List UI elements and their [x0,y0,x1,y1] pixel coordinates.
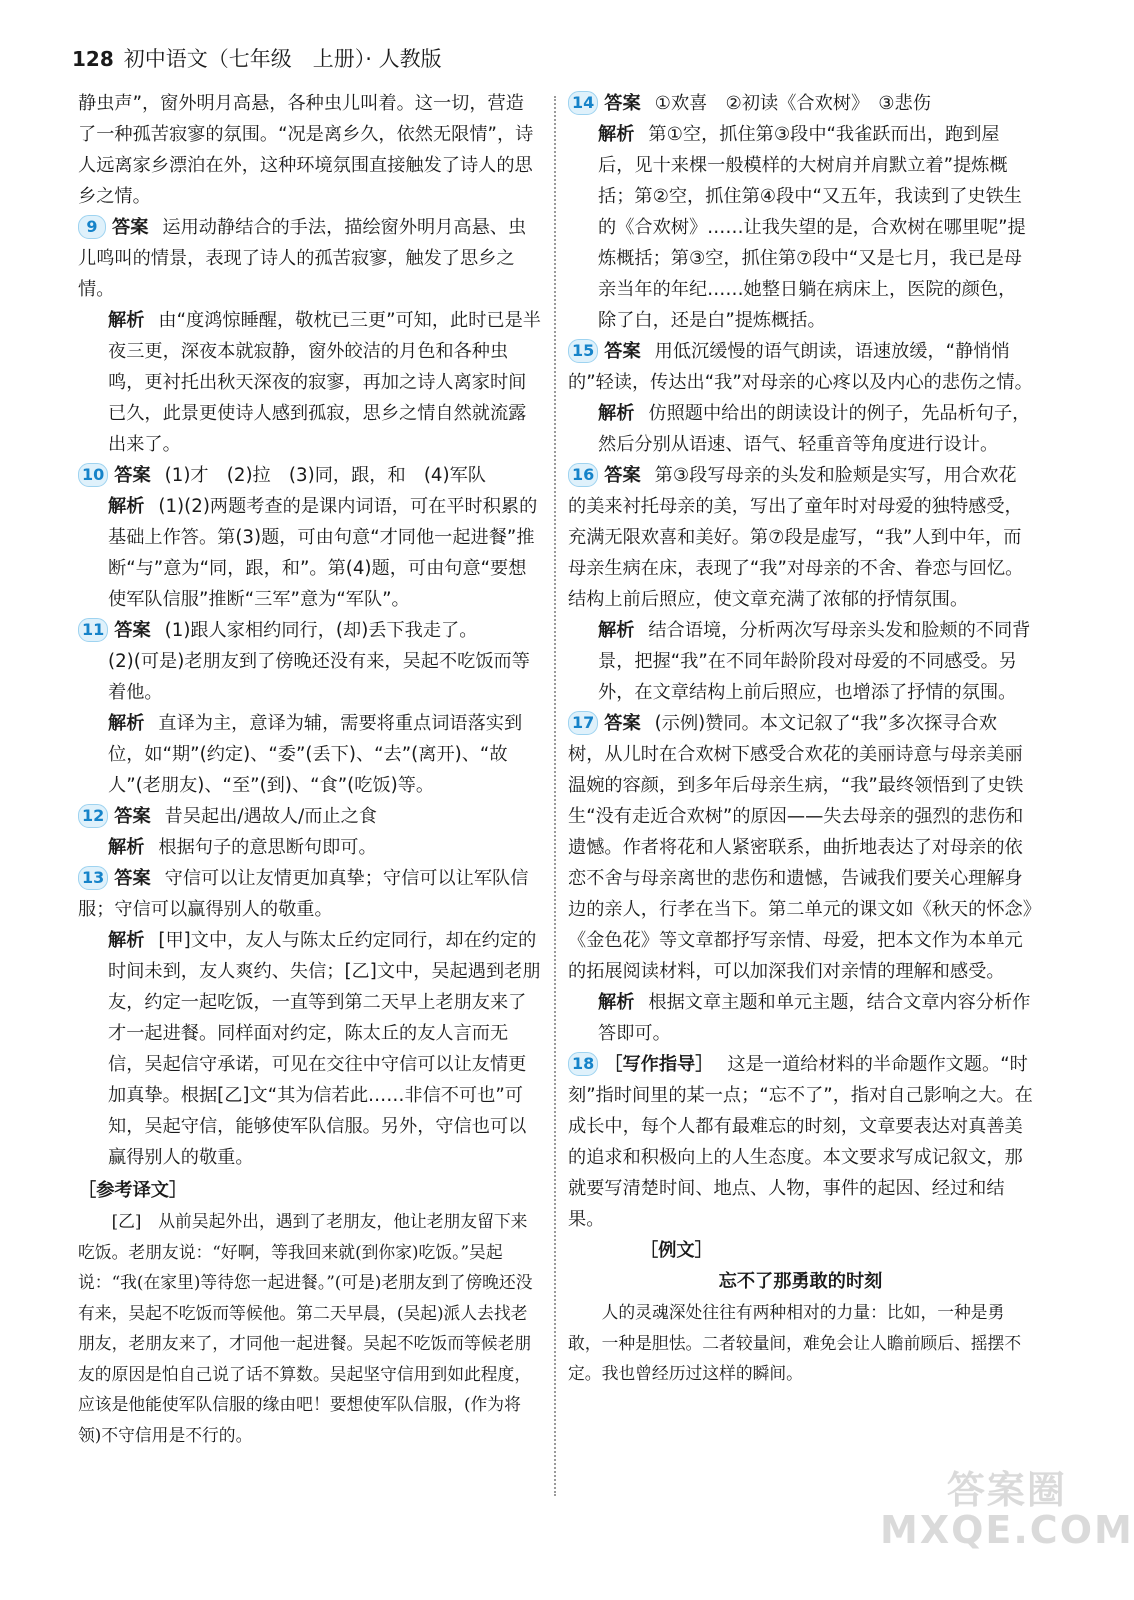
analysis-text: 由“度鸿惊睡醒，敬枕已三更”可知，此时已是半夜三更，深夜本就寂静，窗外皎洁的月色和各种虫鸣，更衬托出秋天深夜的寂寥，再加之诗人离家时间已久，此景更使诗人感到孤寂，思乡之情自然就流露出来了。 [108,310,541,455]
answer-text: 昔吴起出/遇故人/而止之食 [164,806,377,827]
question-11 [78,615,542,801]
answer-text-2: (2)(可是)老朋友到了傍晚还没有来，吴起不吃饭而等着他。 [108,651,530,703]
answer-text: 第③段写母亲的头发和脸颊是实写，用合欢花的美来衬托母亲的美，写出了童年时对母爱的独特感受，充满无限欢喜和美好。第⑦段是虚写，“我”人到中年，而母亲生病在床，表现了“我”对母亲的不舍、眷恋与回忆。结构上前后照应，使文章充满了浓郁的抒情氛围。 [568,465,1024,610]
left-column [78,88,542,1450]
analysis-text: 直译为主，意译为辅，需要将重点词语落实到位，如“期”(约定)、“委”(丢下)、“去”(离开)、“故人”(老朋友)、“至”(到)、“食”(吃饭)等。 [108,713,523,796]
analysis-text: 第①空，抓住第③段中“我雀跃而出，跑到屋后，见十来棵一般模样的大树肩并肩默立着”提炼概括；第②空，抓住第④段中“又五年，我读到了史铁生的《合欢树》……让我失望的是，合欢树在哪里呢”提炼概括；第③空，抓住第⑦段中“又是七月，我已是母亲当年的年纪……她整日躺在病床上，医院的颜色，除了白，还是白”提炼概括。 [598,124,1026,331]
answer-text: (1)跟人家相约同行，(却)丢下我走了。 [164,620,478,641]
watermark-logo: 答案圈 MXQE.COM [880,1468,1134,1552]
question-16 [568,460,1033,708]
answer-label: 答案 [112,217,149,238]
analysis-label: 解析 [598,124,635,145]
right-column [568,88,1033,1389]
example-label: ［例文］ [640,1240,713,1261]
question-number-badge: 13 [78,866,108,890]
question-number-badge: 15 [568,339,598,363]
answer-label: 答案 [114,806,151,827]
analysis-label: 解析 [108,496,145,517]
answer-label: 答案 [604,465,641,486]
question-18 [568,1049,1033,1389]
analysis-label: 解析 [108,930,145,951]
analysis-label: 解析 [108,713,145,734]
question-12 [78,801,542,863]
analysis-text: 仿照题中给出的朗读设计的例子，先品析句子，然后分别从语速、语气、轻重音等角度进行设计。 [598,403,1031,455]
analysis-label: 解析 [598,992,635,1013]
answer-label: 答案 [114,620,151,641]
analysis-label: 解析 [598,620,635,641]
question-number-badge: 9 [78,215,106,239]
analysis-text: [甲]文中，友人与陈太丘约定同行，却在约定的时间未到，友人爽约、失信；[乙]文中，吴起遇到老朋友，约定一起吃饭，一直等到第二天早上老朋友来了才一起进餐。同样面对约定，陈太丘的友人言而无信，吴起信守承诺，可见在交往中守信可以让友情更加真挚。根据[乙]文“其为信若此……非信不可也”可知，吴起守信，能够使军队信服。另外，守信也可以赢得别人的敬重。 [108,930,541,1168]
answer-text: 用低沉缓慢的语气朗读，语速放缓，“静悄悄的”轻读，传达出“我”对母亲的心疼以及内心的悲伤之情。 [568,341,1033,393]
page-number: 128 [72,47,114,71]
question-17 [568,708,1033,1049]
question-number-badge: 14 [568,91,598,115]
writing-guide-label: ［写作指导］ [604,1054,714,1075]
analysis-text: 结合语境，分析两次写母亲头发和脸颊的不同背景，把握“我”在不同年龄阶段对母爱的不同感受。另外，在文章结构上前后照应，也增添了抒情的氛围。 [598,620,1031,703]
question-number-badge: 16 [568,463,598,487]
question-15 [568,336,1033,460]
answer-text: ①欢喜 ②初读《合欢树》 ③悲伤 [654,93,931,114]
answer-text: 运用动静结合的手法，描绘窗外明月高悬、虫儿鸣叫的情景，表现了诗人的孤苦寂寥，触发了思乡之情。 [78,217,527,300]
analysis-label: 解析 [108,310,145,331]
answer-label: 答案 [114,465,151,486]
translation-text: [乙] 从前吴起外出，遇到了老朋友，他让老朋友留下来吃饭。老朋友说：“好啊，等我回来就(到你家)吃饭。”吴起说：“我(在家里)等待您一起进餐。”(可是)老朋友到了傍晚还没有来，吴起不吃饭而等候他。第二天早晨，(吴起)派人去找老朋友，老朋友来了，才同他一起进餐。吴起不吃饭而等候老朋友的原因是怕自己说了话不算数。吴起坚守信用到如此程度，应该是他能使军队信服的缘由吧！要想使军队信服，(作为将领)不守信用是不行的。 [78,1211,533,1445]
question-14 [568,88,1033,336]
question-10 [78,460,542,615]
answer-label: 答案 [604,93,641,114]
intro-paragraph: 静虫声”，窗外明月高悬，各种虫儿叫着。这一切，营造了一种孤苦寂寥的氛围。“况是离乡久，依然无限情”，诗人远离家乡漂泊在外，这种环境氛围直接触发了诗人的思乡之情。 [78,93,534,207]
answer-text: (示例)赞同。本文记叙了“我”多次探寻合欢树，从儿时在合欢树下感受合欢花的美丽诗意与母亲美丽温婉的容颜，到多年后母亲生病，“我”最终领悟到了史铁生“没有走近合欢树”的原因——失去母亲的强烈的悲伤和遗憾。作者将花和人紧密联系，曲折地表达了对母亲的依恋不舍与母亲离世的悲伤和遗憾，告诫我们要关心理解身边的亲人，行孝在当下。第二单元的课文如《秋天的怀念》《金色花》等文章都抒写亲情、母爱，把本文作为本单元的拓展阅读材料，可以加深我们对亲情的理解和感受。 [568,713,1032,982]
analysis-label: 解析 [108,837,145,858]
answer-label: 答案 [604,713,641,734]
analysis-text: 根据句子的意思断句即可。 [158,837,377,858]
question-number-badge: 18 [568,1052,598,1076]
analysis-label: 解析 [598,403,635,424]
example-title: 忘不了那勇敢的时刻 [718,1271,883,1292]
writing-guide-text: 这是一道给材料的半命题作文题。“时刻”指时间里的某一点；“忘不了”，指对自己影响之大。在成长中，每个人都有最难忘的时刻，文章要表达对真善美的追求和积极向上的人生态度。本文要求写成记叙文，那就要写清楚时间、地点、人物，事件的起因、经过和结果。 [568,1054,1033,1230]
page-header [72,44,442,74]
answer-text: 守信可以让友情更加真挚；守信可以让军队信服；守信可以赢得别人的敬重。 [78,868,529,920]
example-text: 人的灵魂深处往往有两种相对的力量：比如，一种是勇敢，一种是胆怯。二者较量间，难免会让人瞻前顾后、摇摆不定。我也曾经历过这样的瞬间。 [568,1302,1022,1383]
answer-label: 答案 [604,341,641,362]
analysis-text: 根据文章主题和单元主题，结合文章内容分析作答即可。 [598,992,1031,1044]
question-number-badge: 10 [78,463,108,487]
question-9 [78,212,542,460]
question-number-badge: 12 [78,804,108,828]
column-divider [554,96,556,1496]
answer-label: 答案 [114,868,151,889]
question-number-badge: 17 [568,711,598,735]
question-13 [78,863,542,1173]
analysis-text: (1)(2)两题考查的是课内词语，可在平时积累的基础上作答。第(3)题，可由句意“才同他一起进餐”推断“与”意为“同，跟，和”。第(4)题，可由句意“要想使军队信服”推断“三军”意为“军队”。 [108,496,538,610]
book-title: 初中语文（七年级 上册）· 人教版 [123,46,442,71]
answer-text: (1)才 (2)拉 (3)同，跟，和 (4)军队 [164,465,486,486]
question-number-badge: 11 [78,618,108,642]
translation-title: ［参考译文］ [78,1180,188,1201]
